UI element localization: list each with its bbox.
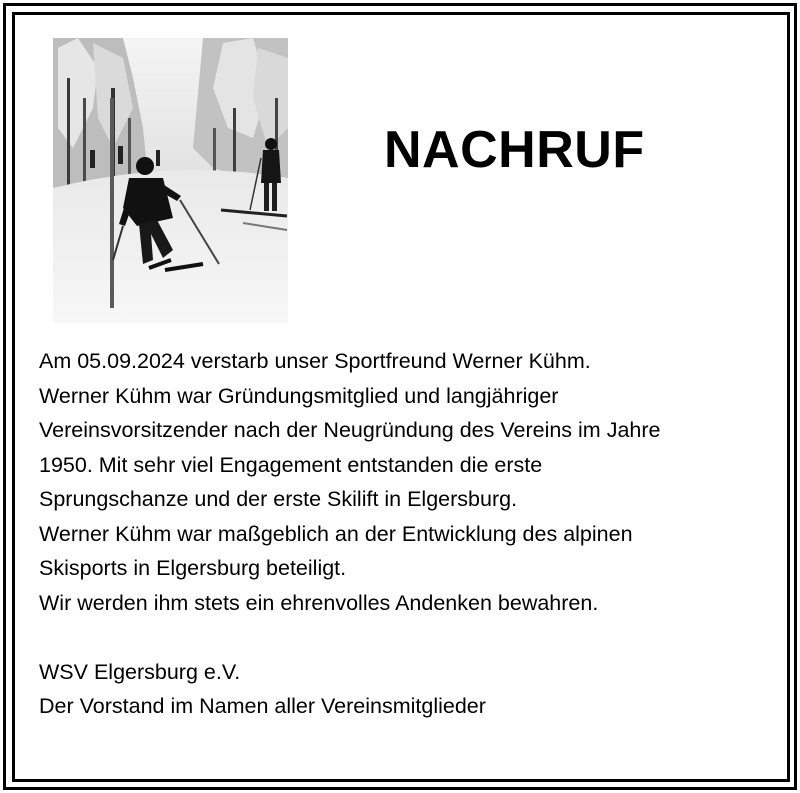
signature-club: WSV Elgersburg e.V. <box>39 659 241 684</box>
body-line: Sprungschanze und der erste Skilift in Elgersburg. <box>39 487 518 511</box>
body-line: Skisports in Elgersburg beteiligt. <box>39 556 347 580</box>
skier-photo-icon <box>53 38 288 323</box>
skier-photo <box>53 38 288 323</box>
body-line: Wir werden ihm stets ein ehrenvolles Andenken bewahren. <box>39 590 599 615</box>
page-title: NACHRUF <box>384 121 645 179</box>
body-line: Werner Kühm war Gründungsmitglied und langjähriger <box>39 383 559 408</box>
body-line: Werner Kühm war maßgeblich an der Entwicklung des alpinen <box>39 521 633 546</box>
signature-board: Der Vorstand im Namen aller Vereinsmitglieder <box>39 694 486 718</box>
body-line: Am 05.09.2024 verstarb unser Sportfreund Werner Kühm. <box>39 349 591 373</box>
body-line: 1950. Mit sehr viel Engagement entstanden die erste <box>39 452 543 477</box>
obituary-text <box>39 344 779 724</box>
body-line: Vereinsvorsitzender nach der Neugründung des Vereins im Jahre <box>39 418 661 442</box>
